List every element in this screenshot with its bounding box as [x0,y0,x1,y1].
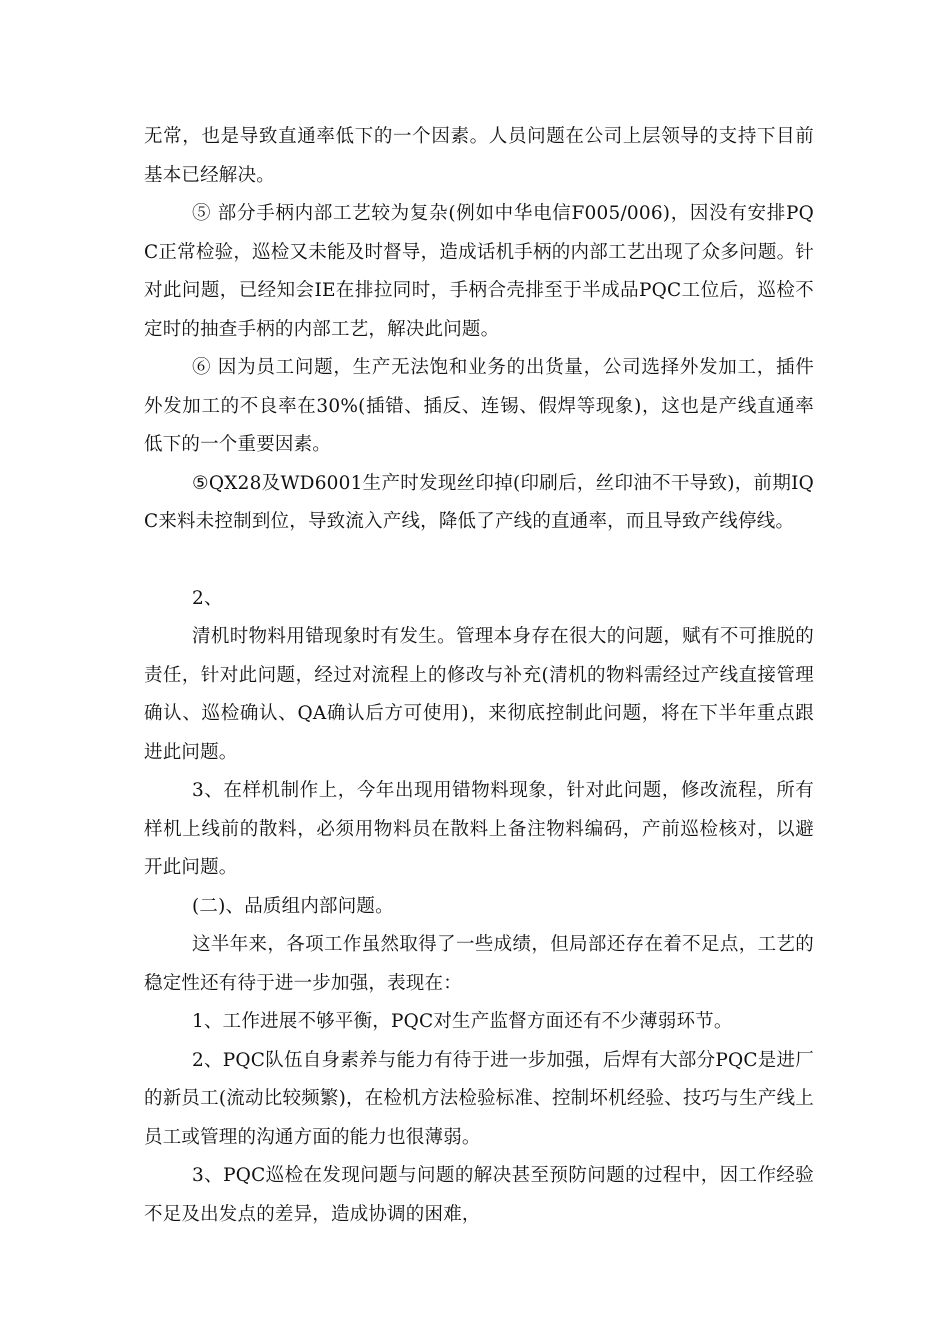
document-page [144,118,814,1234]
paragraph-8: 1、工作进展不够平衡，PQC对生产监督方面还有不少薄弱环节。 [192,1011,733,1032]
section-number-2: 2、 [192,587,223,609]
paragraph-4: ⑤QX28及WD6001生产时发现丝印掉(印刷后，丝印油不干导致)，前期IQC来料未控制到位，导致流入产线，降低了产线的直通率，而且导致产线停线。 [144,472,814,532]
paragraph-1: 无常，也是导致直通率低下的一个因素。人员问题在公司上层领导的支持下目前基本已经解决。 [144,126,814,186]
blank-line [144,542,814,580]
paragraph-5: 清机时物料用错现象时有发生。管理本身存在很大的问题，赋有不可推脱的责任，针对此问题，经过对流程上的修改与补充(清机的物料需经过产线直接管理确认、巡检确认、QA确认后方可使用)，来彻底控制此问题，将在下半年重点跟进此问题。 [144,626,814,763]
paragraph-3: ⑥ 因为员工问题，生产无法饱和业务的出货量，公司选择外发加工，插件外发加工的不良率在30%(插错、插反、连锡、假焊等现象)，这也是产线直通率低下的一个重要因素。 [144,357,814,455]
paragraph-10: 3、PQC巡检在发现问题与问题的解决甚至预防问题的过程中，因工作经验不足及出发点的差异，造成协调的困难， [144,1165,814,1225]
paragraph-9: 2、PQC队伍自身素养与能力有待于进一步加强，后焊有大部分PQC是进厂的新员工(流动比较频繁)，在检机方法检验标准、控制坏机经验、技巧与生产线上员工或管理的沟通方面的能力也很薄弱。 [144,1049,814,1148]
paragraph-7: 这半年来，各项工作虽然取得了一些成绩，但局部还存在着不足点，工艺的稳定性还有待于进一步加强，表现在： [144,934,814,994]
paragraph-2: ⑤ 部分手柄内部工艺较为复杂(例如中华电信F005/006)，因没有安排PQC正常检验，巡检又未能及时督导，造成话机手柄的内部工艺出现了众多问题。针对此问题，已经知会IE在排拉同时，手柄合壳排至于半成品PQC工位后，巡检不定时的抽查手柄的内部工艺，解决此问题。 [144,203,814,340]
paragraph-6: 3、在样机制作上，今年出现用错物料现象，针对此问题，修改流程，所有样机上线前的散料，必须用物料员在散料上备注物料编码，产前巡检核对，以避开此问题。 [144,780,814,878]
section-heading-2: (二)、品质组内部问题。 [192,895,394,917]
